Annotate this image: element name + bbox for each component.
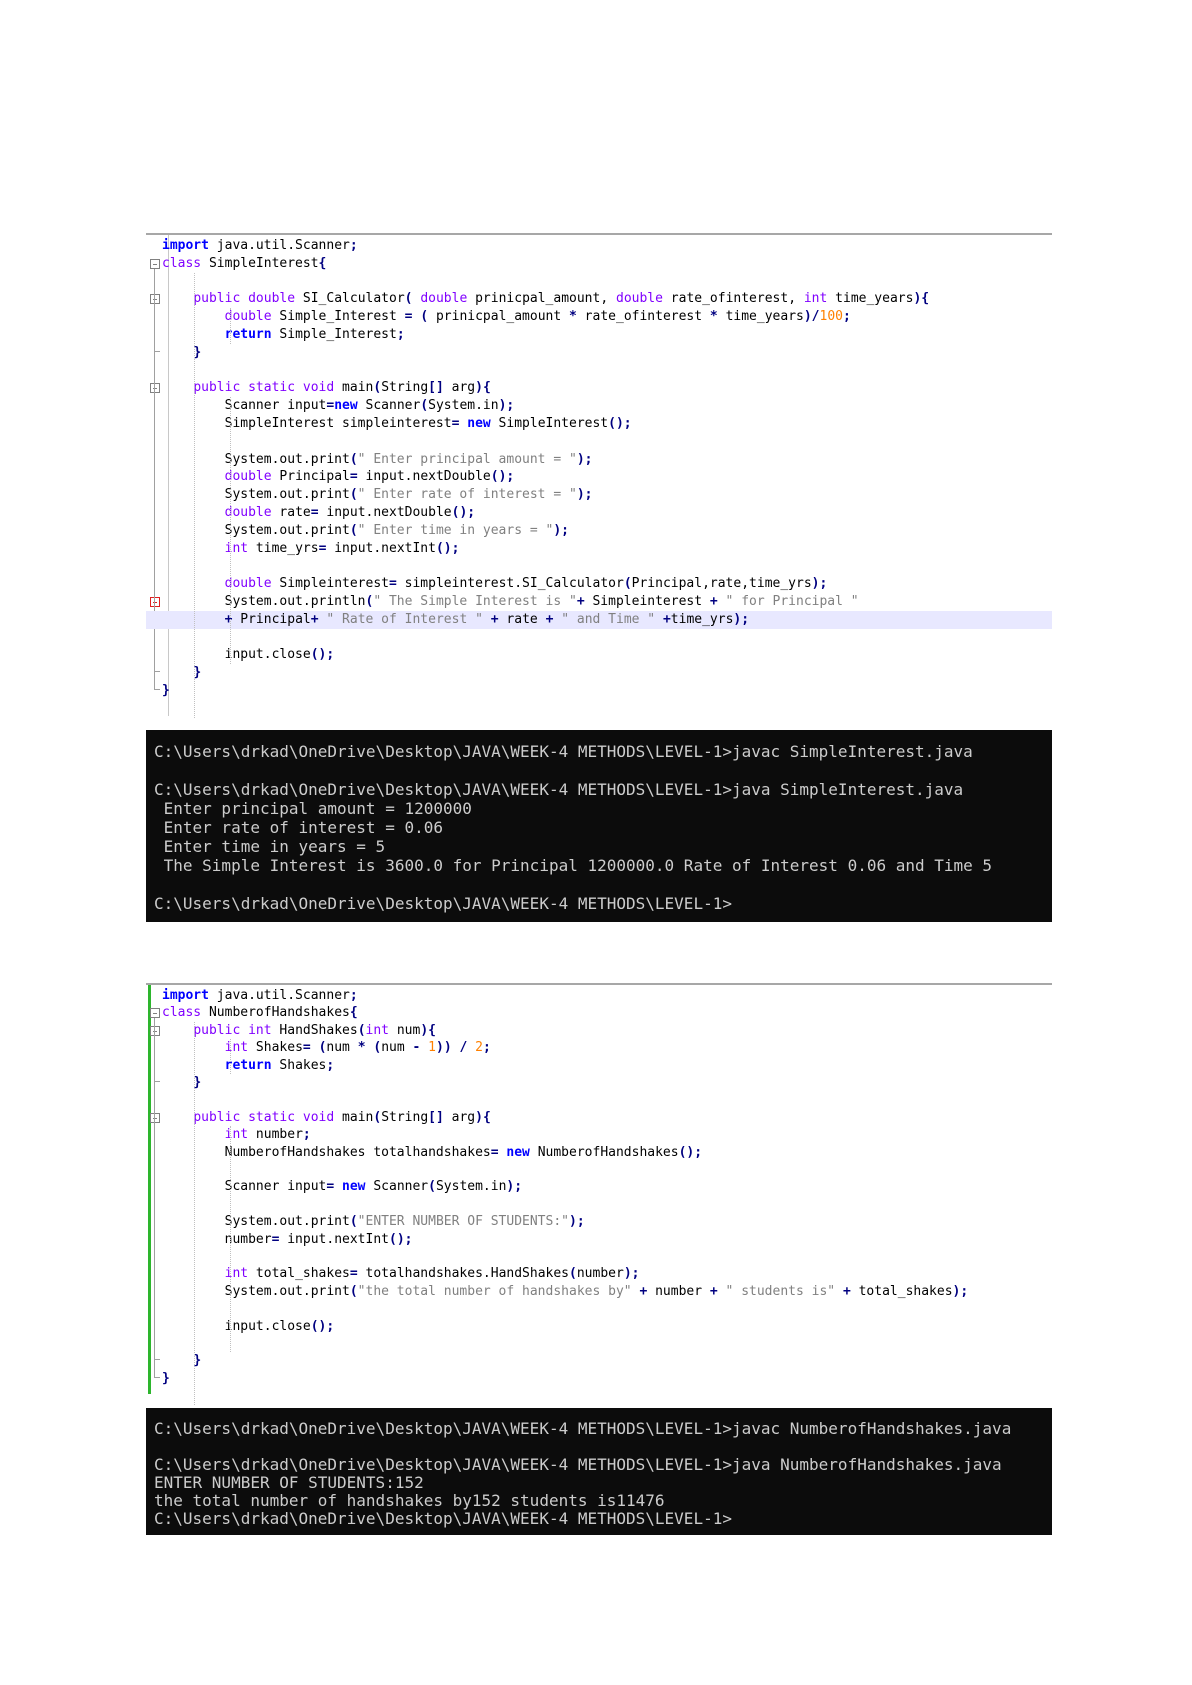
code-line-text: input.close(); (162, 647, 335, 663)
code-line (146, 646, 1052, 664)
code-line-text: import java.util.Scanner; (162, 238, 358, 253)
indent-guide (230, 397, 231, 664)
code-line (146, 1283, 1052, 1300)
code-line (146, 1109, 1052, 1126)
console-output-handshakes (146, 1408, 1052, 1535)
code-line (146, 1248, 1052, 1265)
code-line (146, 255, 1052, 273)
code-line (146, 415, 1052, 433)
code-line-text: } (193, 1353, 202, 1369)
code-line (146, 540, 1052, 558)
code-line (146, 1144, 1052, 1161)
code-line-text: int total_shakes= totalhandshakes.HandShakes(number); (224, 1266, 640, 1282)
code-line (146, 557, 1052, 575)
code-line-text: number= input.nextInt(); (162, 1231, 413, 1247)
console-line: C:\Users\drkad\OneDrive\Desktop\JAVA\WEEK-4 METHODS\LEVEL-1>javac SimpleInterest.java (154, 742, 973, 761)
code-line (146, 593, 1052, 611)
code-line-text: } (162, 683, 170, 698)
console-line: ENTER NUMBER OF STUDENTS:152 (154, 1473, 424, 1492)
indent-guide (230, 1126, 231, 1352)
code-line-text: public static void main(String[] arg){ (193, 1109, 491, 1125)
code-line (146, 326, 1052, 344)
code-line (146, 1178, 1052, 1195)
code-line (146, 682, 1052, 700)
code-line-text: } (193, 344, 202, 360)
console-output-simple-interest (146, 730, 1052, 922)
code-line (146, 1126, 1052, 1143)
code-line-text: int Shakes= (num * (num - 1)) / 2; (224, 1040, 491, 1056)
indent-guide (194, 273, 195, 718)
code-line (146, 522, 1052, 540)
code-line (146, 611, 1052, 629)
code-editor-simple-interest[interactable] (146, 233, 1052, 716)
console-line: C:\Users\drkad\OneDrive\Desktop\JAVA\WEEK-4 METHODS\LEVEL-1> (154, 1509, 732, 1528)
code-line (146, 1370, 1052, 1387)
code-line (146, 1196, 1052, 1213)
indent-guide (230, 1039, 231, 1074)
console-line: C:\Users\drkad\OneDrive\Desktop\JAVA\WEEK-4 METHODS\LEVEL-1> (154, 894, 732, 913)
code-line (146, 397, 1052, 415)
code-line (146, 308, 1052, 326)
code-line-text: System.out.println(" The Simple Interest is "+ Simpleinterest + " for Principal " (162, 594, 859, 609)
code-line (146, 629, 1052, 647)
code-editor-handshakes[interactable] (146, 983, 1052, 1394)
console-line: Enter principal amount = 1200000 (154, 799, 472, 818)
code-line (146, 379, 1052, 397)
code-line (146, 504, 1052, 522)
code-line (146, 1265, 1052, 1282)
code-line (146, 344, 1052, 362)
code-line-text: double Principal= input.nextDouble(); (224, 469, 515, 485)
code-line-text: Scanner input=new Scanner(System.in); (162, 398, 515, 414)
code-line (146, 1039, 1052, 1056)
code-line (146, 1161, 1052, 1178)
code-line (146, 987, 1052, 1004)
code-line-text: System.out.print("ENTER NUMBER OF STUDENTS:"); (162, 1214, 585, 1230)
code-line (146, 1387, 1052, 1404)
code-line (146, 273, 1052, 291)
console-line: Enter rate of interest = 0.06 (154, 818, 443, 837)
code-line-text: System.out.print("the total number of handshakes by" + number + " students is" + total_shakes); (162, 1283, 969, 1299)
code-line (146, 700, 1052, 718)
console-line: the total number of handshakes by152 students is11476 (154, 1491, 665, 1510)
code-line (146, 1091, 1052, 1108)
code-line-text: System.out.print(" Enter principal amount = "); (162, 451, 593, 467)
code-line (146, 290, 1052, 308)
code-line-text: return Simple_Interest; (224, 327, 405, 342)
code-line (146, 1057, 1052, 1074)
code-line-text: System.out.print(" Enter time in years = "); (162, 522, 569, 538)
code-line (146, 451, 1052, 469)
code-line-text: } (193, 665, 202, 681)
console-line: C:\Users\drkad\OneDrive\Desktop\JAVA\WEEK-4 METHODS\LEVEL-1>javac NumberofHandshakes.java (154, 1419, 1012, 1438)
code-line-text: Scanner input= new Scanner(System.in); (162, 1179, 523, 1195)
code-line-text: class SimpleInterest{ (162, 255, 327, 271)
code-line-text: NumberofHandshakes totalhandshakes= new NumberofHandshakes(); (162, 1144, 703, 1160)
code-line-text: public static void main(String[] arg){ (193, 380, 491, 396)
indent-guide (230, 308, 231, 344)
console-line: C:\Users\drkad\OneDrive\Desktop\JAVA\WEEK-4 METHODS\LEVEL-1>java SimpleInterest.java (154, 780, 964, 799)
code-line (146, 486, 1052, 504)
indent-guide (194, 1022, 195, 1405)
code-line (146, 575, 1052, 593)
console-line: Enter time in years = 5 (154, 837, 386, 856)
code-line-text: public double SI_Calculator( double prinicpal_amount, double rate_ofinterest, int time_years){ (193, 291, 930, 307)
code-line (146, 433, 1052, 451)
code-line-text: System.out.print(" Enter rate of interest = "); (162, 487, 593, 503)
code-line-text: } (162, 1370, 170, 1386)
code-line (146, 1231, 1052, 1248)
code-line (146, 1022, 1052, 1039)
code-line (146, 1300, 1052, 1317)
code-line-text: double rate= input.nextDouble(); (224, 505, 476, 520)
code-line-text: input.close(); (162, 1318, 335, 1334)
code-line-text: int time_yrs= input.nextInt(); (224, 540, 460, 556)
code-line (146, 237, 1052, 255)
code-line (146, 1004, 1052, 1021)
code-line-text: SimpleInterest simpleinterest= new SimpleInterest(); (162, 416, 632, 431)
code-line-text: class NumberofHandshakes{ (162, 1005, 358, 1021)
code-line-text: return Shakes; (224, 1057, 335, 1073)
code-line-text: double Simple_Interest = ( prinicpal_amount * rate_ofinterest * time_years)/100; (224, 309, 851, 325)
code-line (146, 664, 1052, 682)
code-line (146, 1213, 1052, 1230)
code-line-text: int number; (224, 1127, 311, 1143)
code-line-text: } (193, 1075, 202, 1090)
console-line: C:\Users\drkad\OneDrive\Desktop\JAVA\WEEK-4 METHODS\LEVEL-1>java NumberofHandshakes.java (154, 1455, 1002, 1474)
code-line (146, 1335, 1052, 1352)
code-line-text: double Simpleinterest= simpleinterest.SI_Calculator(Principal,rate,time_yrs); (224, 576, 828, 592)
code-line (146, 362, 1052, 380)
code-line (146, 1074, 1052, 1091)
code-line-text: import java.util.Scanner; (162, 988, 358, 1003)
console-line: The Simple Interest is 3600.0 for Principal 1200000.0 Rate of Interest 0.06 and Time 5 (154, 856, 993, 875)
code-line (146, 1318, 1052, 1335)
code-line-text: + Principal+ " Rate of Interest " + rate + " and Time " +time_yrs); (224, 611, 750, 627)
code-line-text: public int HandShakes(int num){ (193, 1022, 436, 1038)
code-line (146, 468, 1052, 486)
code-line (146, 1352, 1052, 1369)
